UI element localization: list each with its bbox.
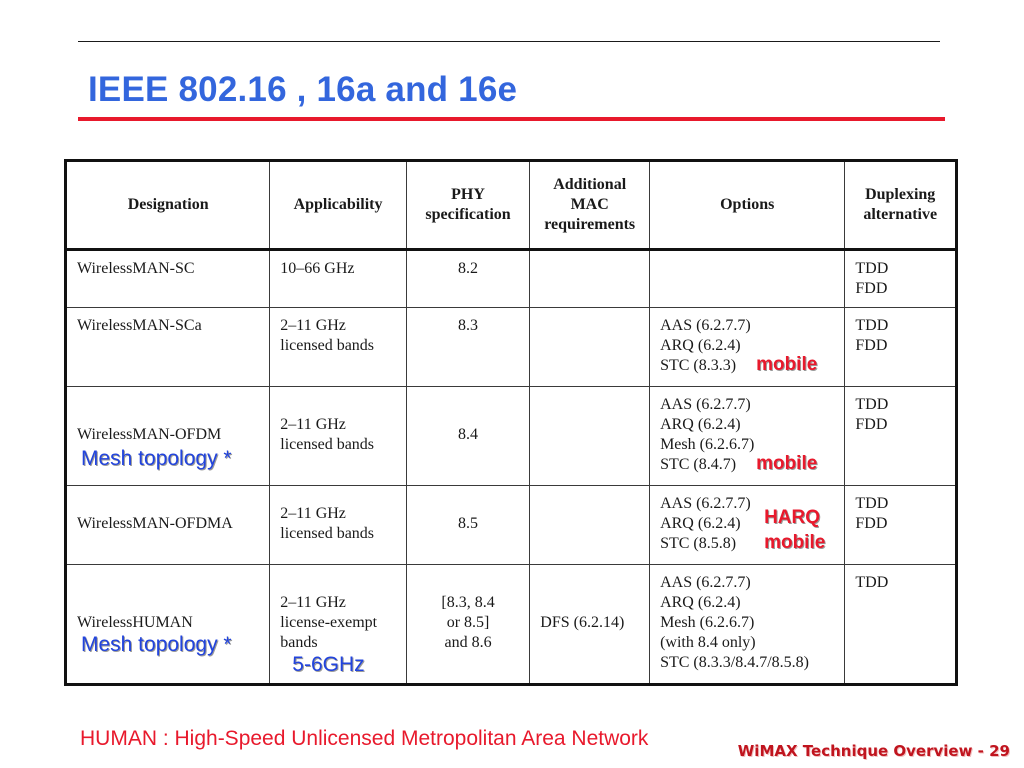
duplex-cell: TDD FDD xyxy=(845,387,957,486)
mac-cell: DFS (6.2.14) xyxy=(530,565,650,685)
human-footnote: HUMAN : High-Speed Unlicensed Metropolitan Area Network xyxy=(80,727,649,750)
applicability-cell: 10–66 GHz xyxy=(270,250,406,308)
header-options: Options xyxy=(650,161,845,250)
designation-cell: WirelessMAN-SC xyxy=(66,250,270,308)
harq-annotation: HARQ xyxy=(764,507,821,528)
applicability-cell: 2–11 GHz licensed bands xyxy=(270,308,406,387)
header-designation: Designation xyxy=(66,161,270,250)
applicability-cell: 2–11 GHz license-exempt bands 5-6GHz xyxy=(270,565,406,685)
ghz-annotation: 5-6GHz xyxy=(292,653,365,676)
phy-cell: 8.2 xyxy=(406,250,530,308)
phy-cell: 8.4 xyxy=(406,387,530,486)
phy-cell: 8.5 xyxy=(406,486,530,565)
duplex-cell: TDD FDD xyxy=(845,250,957,308)
mobile-annotation: mobile xyxy=(756,453,818,474)
title-underline xyxy=(78,117,945,121)
designation-cell: WirelessMAN-SCa xyxy=(66,308,270,387)
options-cell: AAS (6.2.7.7) ARQ (6.2.4) STC (8.3.3) mobile xyxy=(650,308,845,387)
mobile-annotation: mobile xyxy=(756,354,818,375)
options-cell: AAS (6.2.7.7) ARQ (6.2.4) Mesh (6.2.6.7) STC (8.4.7) mobile xyxy=(650,387,845,486)
table-row xyxy=(66,308,957,387)
table-row xyxy=(66,250,957,308)
duplex-cell: TDD FDD xyxy=(845,486,957,565)
mac-cell xyxy=(530,308,650,387)
mobile-annotation: mobile xyxy=(764,532,826,553)
table-row xyxy=(66,387,957,486)
mac-cell xyxy=(530,250,650,308)
phy-cell: 8.3 xyxy=(406,308,530,387)
options-cell: AAS (6.2.7.7) ARQ (6.2.4) Mesh (6.2.6.7) (with 8.4 only) STC (8.3.3/8.4.7/8.5.8) xyxy=(650,565,845,685)
header-phy: PHY specification xyxy=(406,161,530,250)
header-mac: Additional MAC requirements xyxy=(530,161,650,250)
table-row xyxy=(66,486,957,565)
mac-cell xyxy=(530,486,650,565)
table-header-row xyxy=(66,161,957,250)
designation-cell: WirelessMAN-OFDMA xyxy=(66,486,270,565)
applicability-cell: 2–11 GHz licensed bands xyxy=(270,387,406,486)
designation-cell: WirelessHUMAN Mesh topology * xyxy=(66,565,270,685)
duplex-cell: TDD xyxy=(845,565,957,685)
top-rule xyxy=(78,41,940,42)
header-applicability: Applicability xyxy=(270,161,406,250)
mesh-topology-annotation: Mesh topology * xyxy=(81,633,232,656)
phy-cell: [8.3, 8.4 or 8.5] and 8.6 xyxy=(406,565,530,685)
options-cell: AAS (6.2.7.7) ARQ (6.2.4) STC (8.5.8) HARQ mobile xyxy=(650,486,845,565)
applicability-cell: 2–11 GHz licensed bands xyxy=(270,486,406,565)
designation-cell: WirelessMAN-OFDM Mesh topology * xyxy=(66,387,270,486)
mac-cell xyxy=(530,387,650,486)
ieee-802-16-table xyxy=(64,159,958,686)
duplex-cell: TDD FDD xyxy=(845,308,957,387)
table-row xyxy=(66,565,957,685)
slide-title: IEEE 802.16 , 16a and 16e xyxy=(88,70,518,109)
header-duplex: Duplexing alternative xyxy=(845,161,957,250)
mesh-topology-annotation: Mesh topology * xyxy=(81,447,232,470)
slide-footer: WiMAX Technique Overview - 29 xyxy=(737,742,1010,760)
options-cell xyxy=(650,250,845,308)
